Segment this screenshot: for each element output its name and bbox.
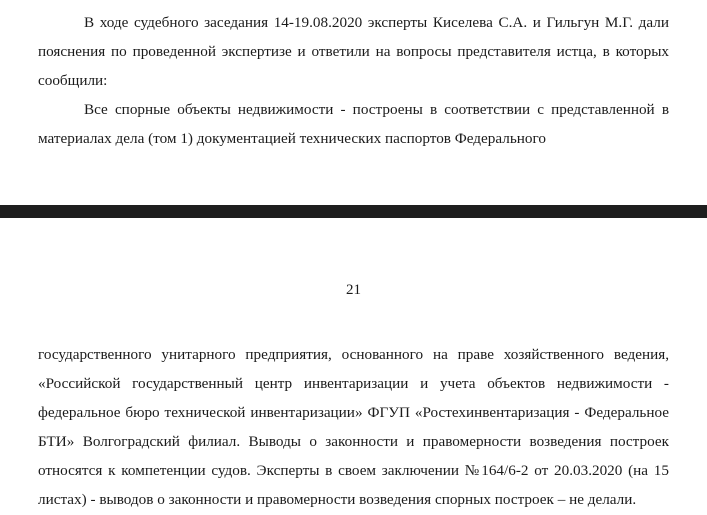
page-number: 21 [346, 282, 361, 298]
page-bottom-section [0, 218, 707, 515]
paragraph-bottom-1: государственного унитарного предприятия, основанного на праве хозяйственного ведения, «Российской государственный центр инвентаризации и учета объектов недвижимости - федеральное бюро технической инвентаризации» ФГУП «Ростехинвентаризация - Федеральное БТИ» Волгоградский филиал. Выводы о законности и правомерности возведения построек относятся к компетенции судов. Эксперты в своем заключении №164/6-2 от 20.03.2020 (на 15 листах) - выводов о законности и правомерности возведения спорных построек – не делали. [38, 346, 669, 508]
paragraph-top-1: В ходе судебного заседания 14-19.08.2020 эксперты Киселева С.А. и Гильгун М.Г. дали пояснения по проведенной экспертизе и ответили на вопросы представителя истца, в которых сообщили: [38, 14, 669, 89]
paragraph-top-2: Все спорные объекты недвижимости - построены в соответствии с представленной в материалах дела (том 1) документацией технических паспортов Федерального [38, 101, 669, 147]
page-bottom-body [38, 300, 669, 514]
page-top-section [0, 0, 707, 205]
page-separator-band [0, 205, 707, 218]
